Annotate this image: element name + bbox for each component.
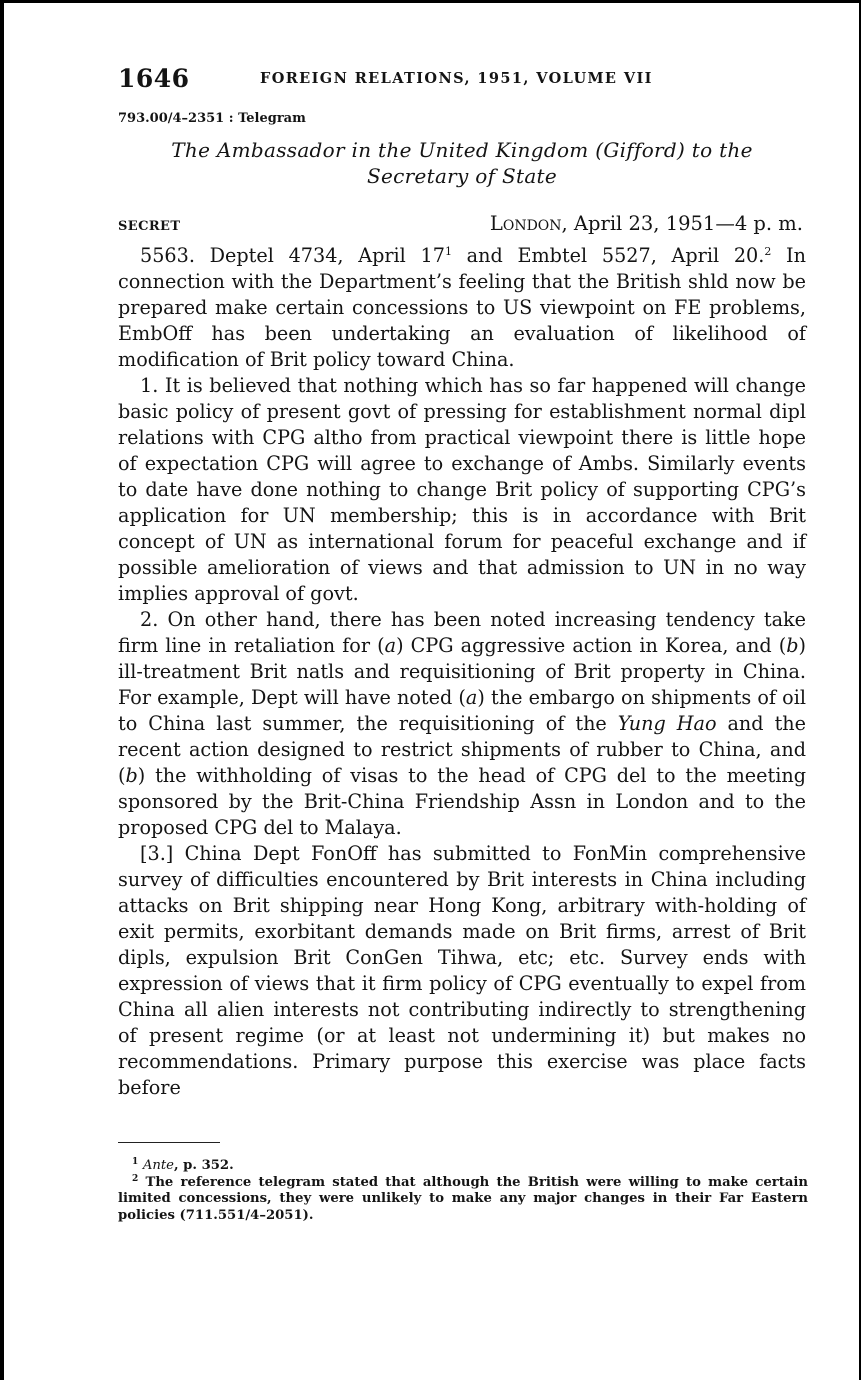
text-run: ) CPG aggressive action in Korea, and (	[396, 634, 787, 657]
enum-marker: a	[384, 634, 397, 657]
running-head	[118, 64, 808, 94]
footnote-citation: Ante	[142, 1158, 174, 1173]
file-reference: 793.00/4–2351 : Telegram	[118, 111, 306, 126]
text-run: and the recent action designed to restrict shipments of rubber to China, and (	[118, 712, 806, 787]
page-number: 1646	[118, 64, 190, 93]
text-run: ) the withholding of visas to the head of CPG del to the meeting sponsored by the Brit-China Friendship Assn in London and to the proposed CPG del to Malaya.	[118, 764, 806, 839]
volume-title: FOREIGN RELATIONS, 1951, VOLUME VII	[260, 70, 653, 87]
footnote-ref-2[interactable]: 2	[764, 245, 772, 258]
footnote-2	[118, 1175, 808, 1225]
footnote-text: , p. 352.	[173, 1158, 234, 1173]
text-run: and Embtel 5527, April 20.	[451, 244, 765, 267]
document-heading: The Ambassador in the United Kingdom (Gifford) to the Secretary of State	[171, 138, 753, 188]
text-run: 2. On other hand, there has been noted increasing tendency take firm line in retaliation for (	[118, 608, 806, 657]
footnote-1	[118, 1158, 808, 1175]
paragraph-3: [3.] China Dept FonOff has submitted to FonMin comprehensive survey of difficulties encountered by Brit interests in China including attacks on Brit shipping near Hong Kong, arbitrary with-holding of exit permits, exorbitant demands made on Brit firms, arrest of Brit dipls, expulsion Brit ConGen Tihwa, etc; etc. Survey ends with expression of views that it firm policy of CPG eventually to expel from China all alien interests not contributing indirectly to strengthening of present regime (or at least not undermining it) but makes no recommendations. Primary purpose this exercise was place facts before	[118, 842, 806, 1099]
footnote-ref-1[interactable]: 1	[444, 245, 452, 258]
dateline-place: London	[489, 212, 562, 235]
footnote-text: The reference telegram stated that although the British were willing to make certain limited concessions, they were unlikely to make any major changes in their Far Eastern policies (711.551/4–2051).	[118, 1174, 808, 1223]
footnote-mark: 1	[132, 1157, 139, 1167]
footnote-divider	[118, 1142, 220, 1143]
enum-marker: a	[465, 686, 478, 709]
text-run: 5563. Deptel 4734, April 17	[140, 244, 445, 267]
paragraph-2	[118, 607, 806, 841]
paragraph-intro	[118, 243, 806, 373]
text-run: In connection with the Department’s feeling that the British shld now be prepared make certain concessions to US viewpoint on FE problems, EmbOff has been undertaking an evaluation of likelihood of modification of Brit policy toward China.	[118, 244, 806, 371]
footnotes	[118, 1158, 808, 1224]
paragraph-1: 1. It is believed that nothing which has so far happened will change basic policy of present govt of pressing for establishment normal dipl relations with CPG altho from practical viewpoint there is little hope of expectation CPG will agree to exchange of Ambs. Similarly events to date have done nothing to change Brit policy of supporting CPG’s application for UN membership; this is in accordance with Brit concept of UN as international forum for peaceful exchange and if possible amelioration of views and that admission to UN in no way implies approval of govt.	[118, 374, 806, 605]
ship-name: Yung Hao	[617, 712, 717, 735]
footnote-mark: 2	[132, 1173, 139, 1184]
text-run: ) the embargo on shipments of oil to China last summer, the requisitioning of the	[118, 686, 806, 735]
enum-marker: b	[786, 634, 799, 657]
enum-marker: b	[125, 764, 138, 787]
text-run: ) ill-treatment Brit natls and requisitioning of Brit property in China. For example, Dept will have noted (	[118, 634, 806, 709]
telegram-body	[118, 243, 806, 1101]
classification-label: SECRET	[118, 219, 181, 234]
dateline	[490, 212, 803, 235]
dateline-date: , April 23, 1951—4 p. m.	[561, 212, 803, 235]
